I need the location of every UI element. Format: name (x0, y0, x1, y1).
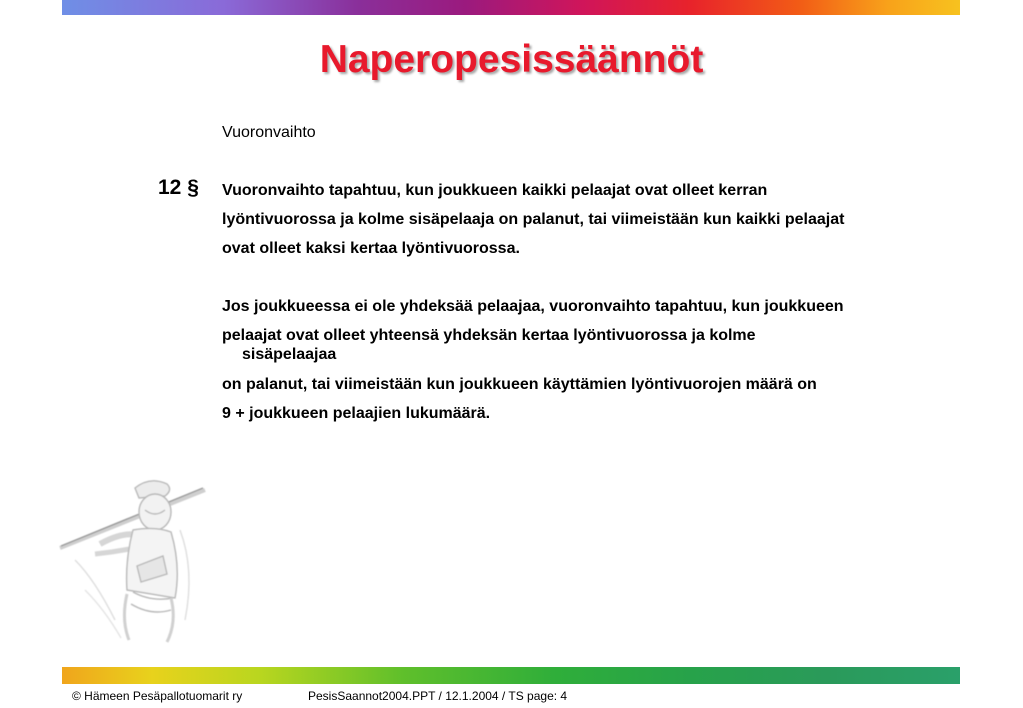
bottom-rainbow-bar (62, 667, 960, 684)
footer-copyright: © Hämeen Pesäpallotuomarit ry (72, 689, 243, 703)
paragraph1-line: Vuoronvaihto tapahtuu, kun joukkueen kaikki pelaajat ovat olleet kerran (222, 182, 768, 199)
paragraph2-line: pelaajat ovat olleet yhteensä yhdeksän kertaa lyöntivuorossa ja kolme (222, 327, 756, 344)
top-rainbow-bar (62, 0, 960, 15)
footer-file-info: PesisSaannot2004.PPT / 12.1.2004 / TS page: 4 (308, 689, 568, 703)
batter-embossed-image (55, 470, 220, 645)
paragraph2-line: Jos joukkueessa ei ole yhdeksää pelaajaa, vuoronvaihto tapahtuu, kun joukkueen (222, 298, 844, 315)
paragraph2-line: 9 + joukkueen pelaajien lukumäärä. (222, 405, 491, 422)
section-number: 12 § (158, 176, 199, 199)
slide-title: Naperopesissäännöt (319, 38, 704, 81)
paragraph2-line: on palanut, tai viimeistään kun joukkueen käyttämien lyöntivuorojen määrä on (222, 376, 817, 393)
paragraph2-line: sisäpelaajaa (242, 346, 337, 363)
paragraph1-line: ovat olleet kaksi kertaa lyöntivuorossa. (222, 240, 520, 257)
section-subheading: Vuoronvaihto (222, 124, 316, 141)
paragraph1-line: lyöntivuorossa ja kolme sisäpelaaja on palanut, tai viimeistään kun kaikki pelaajat (222, 211, 845, 228)
